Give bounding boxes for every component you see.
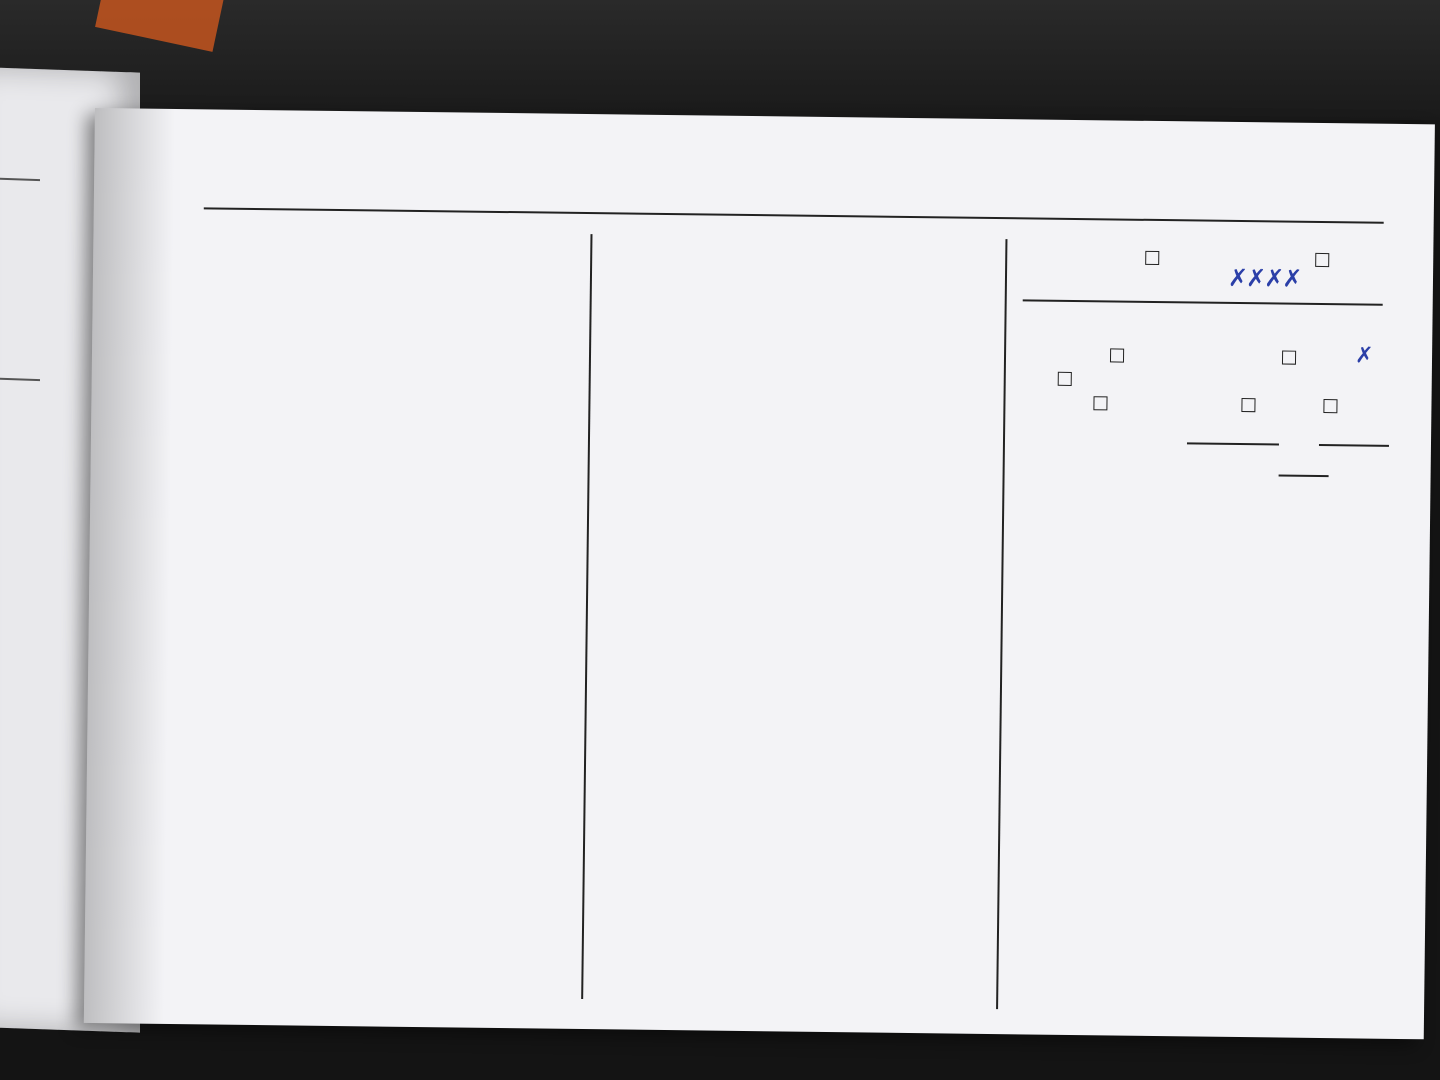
section-title-line: [202, 221, 502, 225]
service-item-list: [1023, 247, 1393, 252]
page-rule: [0, 177, 40, 181]
c3-checkbox: [1323, 399, 1337, 413]
paa-checkbox: [1315, 253, 1329, 267]
dexos1-gen2-option: [1054, 370, 1072, 390]
paa-option: [1311, 251, 1329, 271]
fuel-paragraph: [182, 587, 562, 592]
acea-option: [1089, 394, 1107, 414]
section-title: [202, 221, 502, 225]
section-title-line: [202, 221, 502, 225]
service-paragraph: [189, 421, 569, 426]
vali-checkbox: [1145, 251, 1159, 265]
header-rule: [204, 207, 1384, 223]
dexos2-checkmark-icon: ✗: [1354, 343, 1374, 369]
viscosity-underline: [1319, 444, 1389, 446]
service-record-form: [1014, 247, 1393, 1011]
dexos2-checkbox: [1282, 351, 1296, 365]
c3-option: [1319, 397, 1337, 417]
instruction-title: [615, 246, 995, 251]
dexos1-checkbox: [1110, 348, 1124, 362]
dexos1-option: [1106, 346, 1124, 366]
viscosity-underline: [1187, 442, 1279, 445]
service-booklet-page: [84, 108, 1435, 1039]
intro-paragraph: [192, 363, 572, 368]
dexos1-gen2-checkbox: [1058, 372, 1072, 386]
antifreeze-underline: [1279, 474, 1329, 476]
column-divider: [581, 234, 592, 999]
page-rule: [0, 377, 40, 381]
acea-checkbox: [1093, 396, 1107, 410]
dexos2-option: [1278, 348, 1296, 368]
crossed-out-scribble: ✗✗✗✗: [1227, 263, 1301, 293]
b4-option: [1237, 396, 1255, 416]
column-divider: [996, 239, 1007, 1009]
date-underline: [1023, 299, 1383, 305]
vali-option: [1141, 249, 1159, 269]
b4-checkbox: [1241, 398, 1255, 412]
oil-paragraph: [185, 527, 565, 532]
